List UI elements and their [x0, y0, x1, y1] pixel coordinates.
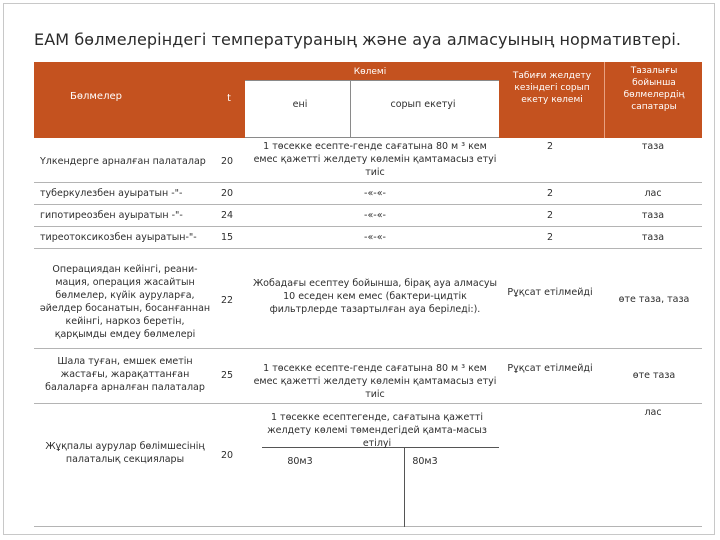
table-row-1-room: Үлкендерге арналған палаталар	[40, 156, 206, 167]
table-row-2-t: 20	[220, 188, 234, 199]
header-inflow: ені	[292, 99, 308, 110]
table-row-7-t: 20	[220, 450, 234, 461]
table-row-1-class: таза	[641, 141, 665, 152]
table-row-6-t: 25	[220, 370, 234, 381]
table-row-7-volume-in: 80м3	[287, 456, 313, 467]
table-row-7-class: лас	[644, 407, 662, 418]
table-row-7-volume: 1 төсекке есептегенде, сағатына қажетті желдету көлемі төмендегідей қамта-масыз етілуі	[267, 412, 487, 449]
table-row-1-t: 20	[220, 156, 234, 167]
table-row-3-t: 24	[220, 210, 234, 221]
table-row-5-exhaust: Рұқсат етілмейді	[507, 287, 593, 298]
table-row-4-volume: -«-«-	[364, 232, 386, 243]
table-row-1-volume: 1 төсекке есепте-генде сағатына 80 м ³ кем емес қажетті желдету көлемін қамтамасыз етуі тиіс	[253, 141, 497, 178]
table-row-6-class: өте таза	[632, 370, 676, 381]
table-row-5-room: Операциядан кейінгі, реани-мация, операция жасайтын бөлмелер, күйік ауруларға, әйелдер босанатын, босанғаннан кейінгі, наркоз беретін, қарқымды емдеу бөлмелері	[39, 264, 211, 340]
table-row-5-t: 22	[220, 295, 234, 306]
table-row-2-exhaust: 2	[546, 188, 554, 199]
table-row-4-class: таза	[641, 232, 665, 243]
header-volume: Көлемі	[353, 67, 387, 77]
table-row-3-volume: -«-«-	[364, 210, 386, 221]
header-outflow: сорып екетуі	[390, 99, 456, 110]
table-row-2-volume: -«-«-	[364, 188, 386, 199]
table-row-7-room: Жұқпалы аурулар бөлімшесінің палаталық секциялары	[45, 441, 205, 465]
table-row-3-exhaust: 2	[546, 210, 554, 221]
table-row-7-volume-out: 80м3	[412, 456, 438, 467]
table-row-2-room: туберкулезбен ауыратын -"-	[40, 188, 183, 199]
table-row-3-class: таза	[641, 210, 665, 221]
table-row-2-class: лас	[644, 188, 662, 199]
header-t: t	[227, 93, 231, 104]
table-row-6-room: Шала туған, емшек еметін жастағы, жарақаттанған балаларға арналған палаталар	[45, 356, 205, 393]
header-rooms: Бөлмелер	[70, 91, 122, 102]
page-title: ЕАМ бөлмелеріндегі температураның және ауа алмасуының нормативтері.	[34, 30, 682, 49]
table-row-4-exhaust: 2	[546, 232, 554, 243]
table-row-5-class: өте таза, таза	[618, 294, 690, 305]
header-sort-exhaust: Табиғи желдету кезіндегі сорып екету көлемі	[512, 71, 592, 105]
header-cleanliness: Тазалығы бойынша бөлмелердің сапатары	[623, 66, 685, 112]
table-row-5-volume: Жобадағы есептеу бойынша, бірақ ауа алмасуы 10 еседен кем емес (бактери-цидтік фильтрлерде тазартылған ауа беріледі:).	[252, 278, 498, 315]
table-row-6-volume: 1 төсекке есепте-генде сағатына 80 м ³ кем емес қажетті желдету көлемін қамтамасыз етуі тиіс	[253, 363, 497, 400]
table-row-1-exhaust: 2	[546, 141, 554, 152]
table-row-6-exhaust: Рұқсат етілмейді	[507, 363, 593, 374]
table-row-4-t: 15	[220, 232, 234, 243]
table-row-3-room: гипотиреозбен ауыратын -"-	[40, 210, 183, 221]
table-row-4-room: тиреотоксикозбен ауыратын-"-	[40, 232, 197, 243]
